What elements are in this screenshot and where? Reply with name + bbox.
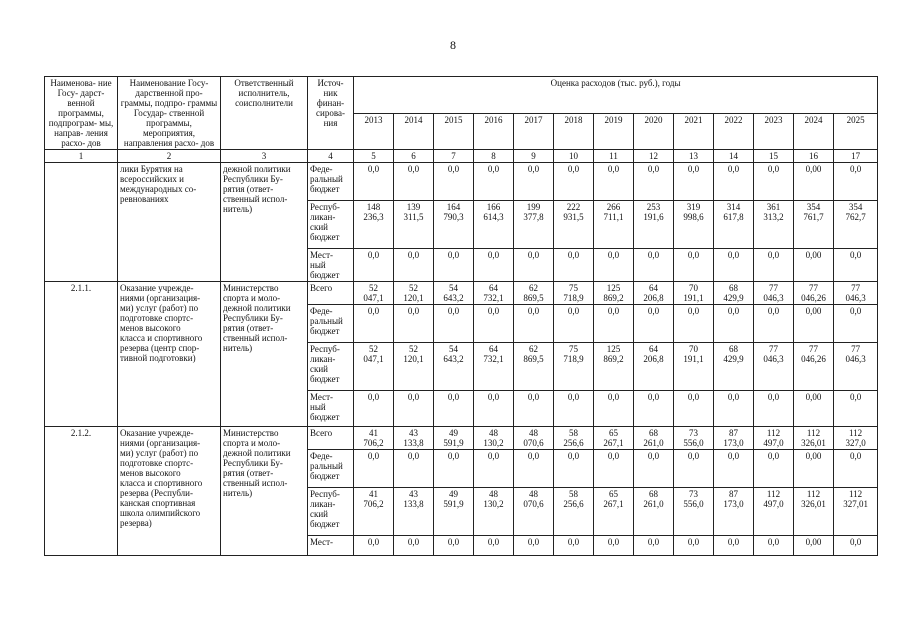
block3-value-2022: 0,0 (714, 536, 754, 556)
block1-value-2018: 222 931,5 (554, 201, 594, 249)
block2-value-2023: 0,0 (754, 391, 794, 427)
block3-value-2014: 43 133,8 (394, 427, 434, 450)
block2-value-2024: 0,00 (794, 305, 834, 343)
block3-value-2013: 0,0 (354, 450, 394, 488)
block1-value-2019: 0,0 (594, 163, 634, 201)
block1-value-2018: 0,0 (554, 163, 594, 201)
block2-value-2019: 125 869,2 (594, 343, 634, 391)
block2-value-2018: 0,0 (554, 391, 594, 427)
block3-value-2015: 0,0 (434, 450, 474, 488)
block2-source-2: Феде- ральный бюджет (308, 305, 354, 343)
block2-value-2019: 0,0 (594, 305, 634, 343)
expenditure-table (44, 76, 878, 556)
block3-value-2024: 0,00 (794, 536, 834, 556)
column-index-4: 4 (308, 150, 354, 163)
block1-value-2013: 0,0 (354, 249, 394, 282)
block2-value-2025: 0,0 (834, 391, 878, 427)
block1-value-2016: 0,0 (474, 249, 514, 282)
block2-value-2015: 0,0 (434, 391, 474, 427)
block1-value-2017: 0,0 (514, 249, 554, 282)
block3-value-2021: 73 556,0 (674, 488, 714, 536)
block2-value-2018: 0,0 (554, 305, 594, 343)
block2-value-2021: 0,0 (674, 305, 714, 343)
block1-measure-name: лики Бурятия на всероссийских и международных со- ревнованиях (118, 163, 221, 282)
block1-value-2015: 164 790,3 (434, 201, 474, 249)
block1-value-2024: 0,00 (794, 163, 834, 201)
block3-value-2020: 0,0 (634, 536, 674, 556)
year-header-2019: 2019 (594, 113, 634, 150)
block2-value-2017: 62 869,5 (514, 282, 554, 305)
block2-value-2016: 0,0 (474, 305, 514, 343)
block2-value-2024: 0,00 (794, 391, 834, 427)
page-number: 8 (450, 38, 456, 52)
block1-source-2: Респуб- ликан- ский бюджет (308, 201, 354, 249)
column-index-6: 6 (394, 150, 434, 163)
header-expenditure-estimate: Оценка расходов (тыс. руб.), годы (354, 77, 878, 114)
block2-value-2020: 0,0 (634, 305, 674, 343)
block2-value-2016: 64 732,1 (474, 343, 514, 391)
block3-value-2019: 65 267,1 (594, 488, 634, 536)
block2-value-2014: 0,0 (394, 391, 434, 427)
year-header-2020: 2020 (634, 113, 674, 150)
block1-value-2013: 0,0 (354, 163, 394, 201)
block3-value-2013: 41 706,2 (354, 427, 394, 450)
block2-value-2015: 54 643,2 (434, 282, 474, 305)
block2-source-1: Всего (308, 282, 354, 305)
column-index-13: 13 (674, 150, 714, 163)
column-index-1: 1 (45, 150, 118, 163)
block2-value-2023: 0,0 (754, 305, 794, 343)
header-executor: Ответственный исполнитель, соисполнители (221, 77, 308, 150)
block2-value-2015: 0,0 (434, 305, 474, 343)
block2-source-4: Мест- ный бюджет (308, 391, 354, 427)
block3-value-2015: 0,0 (434, 536, 474, 556)
block2-value-2013: 0,0 (354, 391, 394, 427)
block3-value-2014: 0,0 (394, 536, 434, 556)
column-index-12: 12 (634, 150, 674, 163)
block3-value-2024: 112 326,01 (794, 488, 834, 536)
block3-value-2023: 112 497,0 (754, 488, 794, 536)
block3-value-2017: 0,0 (514, 536, 554, 556)
block3-value-2022: 87 173,0 (714, 488, 754, 536)
block2-value-2022: 68 429,9 (714, 282, 754, 305)
block3-value-2016: 0,0 (474, 450, 514, 488)
block3-value-2016: 0,0 (474, 536, 514, 556)
block2-value-2022: 68 429,9 (714, 343, 754, 391)
year-header-2021: 2021 (674, 113, 714, 150)
block3-value-2018: 0,0 (554, 450, 594, 488)
header-measure-name: Наименование Госу- дарственной про- граммы, подпро- граммы Государ- ственной программы, мероприятия, направления расхо- дов (118, 77, 221, 150)
column-index-8: 8 (474, 150, 514, 163)
block2-value-2013: 52 047,1 (354, 343, 394, 391)
year-header-2024: 2024 (794, 113, 834, 150)
block1-value-2021: 0,0 (674, 163, 714, 201)
block1-value-2014: 0,0 (394, 163, 434, 201)
block2-value-2017: 0,0 (514, 305, 554, 343)
block2-value-2022: 0,0 (714, 391, 754, 427)
block1-value-2014: 0,0 (394, 249, 434, 282)
block1-executor: дежной политики Республики Бу- рятия (ответ- ственный испол- нитель) (221, 163, 308, 282)
block3-value-2018: 0,0 (554, 536, 594, 556)
block1-value-2018: 0,0 (554, 249, 594, 282)
block3-value-2015: 49 591,9 (434, 488, 474, 536)
block1-value-2016: 0,0 (474, 163, 514, 201)
block3-executor: Министерство спорта и моло- дежной политики Республики Бу- рятия (ответ- ственный испол- нитель) (221, 427, 308, 556)
block2-value-2020: 64 206,8 (634, 282, 674, 305)
block3-value-2025: 112 327,0 (834, 427, 878, 450)
column-index-17: 17 (834, 150, 878, 163)
header-program-name: Наименова- ние Госу- дарст-венной программы, подпрограм- мы, направ- ления расхо- дов (45, 77, 118, 150)
year-header-2017: 2017 (514, 113, 554, 150)
column-index-7: 7 (434, 150, 474, 163)
block3-value-2020: 68 261,0 (634, 488, 674, 536)
column-index-2: 2 (118, 150, 221, 163)
block3-value-2016: 48 130,2 (474, 488, 514, 536)
block1-value-2017: 199 377,8 (514, 201, 554, 249)
block3-code: 2.1.2. (45, 427, 118, 556)
block1-value-2022: 314 617,8 (714, 201, 754, 249)
block1-source-3: Мест- ный бюджет (308, 249, 354, 282)
year-header-2023: 2023 (754, 113, 794, 150)
block1-source-1: Феде- ральный бюджет (308, 163, 354, 201)
block3-value-2025: 112 327,01 (834, 488, 878, 536)
block1-value-2025: 354 762,7 (834, 201, 878, 249)
column-index-3: 3 (221, 150, 308, 163)
block1-value-2020: 0,0 (634, 163, 674, 201)
block3-row-1 (45, 427, 878, 450)
block1-value-2024: 0,00 (794, 249, 834, 282)
block1-value-2021: 319 998,6 (674, 201, 714, 249)
block1-value-2022: 0,0 (714, 249, 754, 282)
block3-value-2025: 0,0 (834, 450, 878, 488)
block3-source-1: Всего (308, 427, 354, 450)
block2-value-2022: 0,0 (714, 305, 754, 343)
column-index-5: 5 (354, 150, 394, 163)
block2-value-2025: 77 046,3 (834, 282, 878, 305)
column-index-10: 10 (554, 150, 594, 163)
block2-value-2013: 0,0 (354, 305, 394, 343)
block2-value-2016: 0,0 (474, 391, 514, 427)
block3-value-2016: 48 130,2 (474, 427, 514, 450)
block3-value-2013: 0,0 (354, 536, 394, 556)
header-funding-source: Источ- ник финан- сирова- ния (308, 77, 354, 150)
block3-value-2020: 68 261,0 (634, 427, 674, 450)
block1-value-2019: 0,0 (594, 249, 634, 282)
block3-value-2014: 43 133,8 (394, 488, 434, 536)
block3-value-2018: 58 256,6 (554, 488, 594, 536)
block1-value-2023: 0,0 (754, 249, 794, 282)
block1-value-2022: 0,0 (714, 163, 754, 201)
block3-source-4: Мест- (308, 536, 354, 556)
block3-value-2022: 87 173,0 (714, 427, 754, 450)
year-header-2015: 2015 (434, 113, 474, 150)
block2-value-2024: 77 046,26 (794, 343, 834, 391)
year-header-2018: 2018 (554, 113, 594, 150)
block2-value-2024: 77 046,26 (794, 282, 834, 305)
block1-value-2014: 139 311,5 (394, 201, 434, 249)
block3-value-2015: 49 591,9 (434, 427, 474, 450)
block2-value-2019: 125 869,2 (594, 282, 634, 305)
block3-value-2019: 0,0 (594, 450, 634, 488)
block3-value-2019: 65 267,1 (594, 427, 634, 450)
block1-value-2023: 361 313,2 (754, 201, 794, 249)
block1-code (45, 163, 118, 282)
block3-value-2020: 0,0 (634, 450, 674, 488)
year-header-2013: 2013 (354, 113, 394, 150)
block2-value-2021: 70 191,1 (674, 343, 714, 391)
block1-value-2015: 0,0 (434, 249, 474, 282)
block1-value-2015: 0,0 (434, 163, 474, 201)
block3-value-2017: 0,0 (514, 450, 554, 488)
block3-value-2025: 0,0 (834, 536, 878, 556)
block3-source-3: Респуб- ликан- ский бюджет (308, 488, 354, 536)
block3-value-2023: 112 497,0 (754, 427, 794, 450)
block2-value-2014: 52 120,1 (394, 343, 434, 391)
block3-value-2018: 58 256,6 (554, 427, 594, 450)
block3-value-2023: 0,0 (754, 450, 794, 488)
block2-value-2021: 0,0 (674, 391, 714, 427)
year-header-2025: 2025 (834, 113, 878, 150)
year-header-2014: 2014 (394, 113, 434, 150)
block2-source-3: Респуб- ликан- ский бюджет (308, 343, 354, 391)
block1-value-2023: 0,0 (754, 163, 794, 201)
block2-value-2018: 75 718,9 (554, 282, 594, 305)
block2-value-2025: 77 046,3 (834, 343, 878, 391)
block1-value-2025: 0,0 (834, 163, 878, 201)
block2-value-2014: 0,0 (394, 305, 434, 343)
block3-value-2017: 48 070,6 (514, 488, 554, 536)
block1-value-2024: 354 761,7 (794, 201, 834, 249)
block1-value-2020: 0,0 (634, 249, 674, 282)
block2-value-2018: 75 718,9 (554, 343, 594, 391)
block3-value-2022: 0,0 (714, 450, 754, 488)
block2-value-2023: 77 046,3 (754, 282, 794, 305)
column-index-16: 16 (794, 150, 834, 163)
block2-value-2014: 52 120,1 (394, 282, 434, 305)
block2-value-2016: 64 732,1 (474, 282, 514, 305)
block2-value-2015: 54 643,2 (434, 343, 474, 391)
block2-code: 2.1.1. (45, 282, 118, 427)
block3-value-2013: 41 706,2 (354, 488, 394, 536)
column-index-14: 14 (714, 150, 754, 163)
block1-value-2013: 148 236,3 (354, 201, 394, 249)
column-index-row (45, 150, 878, 163)
block3-value-2024: 0,00 (794, 450, 834, 488)
block3-value-2021: 0,0 (674, 450, 714, 488)
block3-value-2021: 73 556,0 (674, 427, 714, 450)
block2-value-2013: 52 047,1 (354, 282, 394, 305)
block2-value-2017: 62 869,5 (514, 343, 554, 391)
year-header-2016: 2016 (474, 113, 514, 150)
block3-measure-name: Оказание учрежде- ниями (организация- ми) услуг (работ) по подготовке спортс- менов высокого класса и спортивного резерва (Республи- канская спортивная школа олимпийского резерва) (118, 427, 221, 556)
block2-value-2025: 0,0 (834, 305, 878, 343)
block1-row-1 (45, 163, 878, 201)
column-index-9: 9 (514, 150, 554, 163)
block3-value-2014: 0,0 (394, 450, 434, 488)
block3-value-2023: 0,0 (754, 536, 794, 556)
block3-value-2024: 112 326,01 (794, 427, 834, 450)
block2-measure-name: Оказание учрежде- ниями (организация- ми) услуг (работ) по подготовке спортс- менов высокого класса и спортивного резерва (центр спор- тивной подготовки) (118, 282, 221, 427)
block2-value-2023: 77 046,3 (754, 343, 794, 391)
block2-value-2021: 70 191,1 (674, 282, 714, 305)
block1-value-2020: 253 191,6 (634, 201, 674, 249)
block3-value-2021: 0,0 (674, 536, 714, 556)
block2-executor: Министерство спорта и моло- дежной политики Республики Бу- рятия (ответ- ственный испол- нитель) (221, 282, 308, 427)
block3-source-2: Феде- ральный бюджет (308, 450, 354, 488)
block1-value-2017: 0,0 (514, 163, 554, 201)
block2-row-1 (45, 282, 878, 305)
year-header-2022: 2022 (714, 113, 754, 150)
header-row-1 (45, 77, 878, 114)
block3-value-2017: 48 070,6 (514, 427, 554, 450)
block2-value-2019: 0,0 (594, 391, 634, 427)
block1-value-2019: 266 711,1 (594, 201, 634, 249)
column-index-15: 15 (754, 150, 794, 163)
block2-value-2017: 0,0 (514, 391, 554, 427)
column-index-11: 11 (594, 150, 634, 163)
block2-value-2020: 64 206,8 (634, 343, 674, 391)
block1-value-2016: 166 614,3 (474, 201, 514, 249)
block1-value-2021: 0,0 (674, 249, 714, 282)
block1-value-2025: 0,0 (834, 249, 878, 282)
block3-value-2019: 0,0 (594, 536, 634, 556)
block2-value-2020: 0,0 (634, 391, 674, 427)
